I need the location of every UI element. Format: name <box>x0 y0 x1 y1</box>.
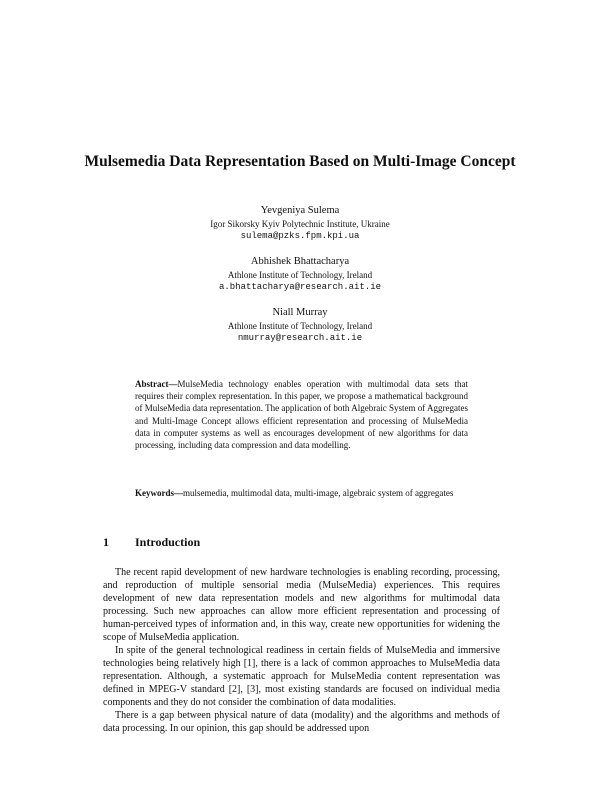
body-paragraph: In spite of the general technological readiness in certain fields of MulseMedia and immersive technologies being relatively high [1], there is a lack of common approaches to MulseMedia data representation. Although, a systematic approach for MulseMedia content representation was defined in MPEG-V standard [2], [3], most existing standards are focused on individual media components and they do not consider the combination of data modalities. <box>103 645 500 708</box>
author-name: Yevgeniya Sulema <box>260 205 340 216</box>
keywords <box>135 487 468 499</box>
body-paragraph: The recent rapid development of new hardware technologies is enabling recording, processing, and reproduction of multiple sensorial media (MulseMedia) experiences. This requires development of new data representation models and new algorithms for multimodal data processing. Such new approaches can allow more efficient representation and processing of human-perceived types of information and, in this way, create new opportunities for widening the scope of MulseMedia application. <box>103 567 500 643</box>
abstract-text: MulseMedia technology enables operation with multimodal data sets that requires their complex representation. In this paper, we propose a mathematical background of MulseMedia data representation. The application of both Algebraic System of Aggregates and Multi-Image Concept allows efficient representation and processing of MulseMedia data in computer systems as well as encourages development of new algorithms for data processing, including data compression and data modelling. <box>135 379 468 451</box>
abstract <box>135 378 468 451</box>
abstract-label: Abstract— <box>135 379 178 389</box>
author-affiliation: Igor Sikorsky Kyiv Polytechnic Institute, Ukraine <box>210 218 390 229</box>
author-block-1 <box>100 205 500 243</box>
section-title: Introduction <box>135 535 201 549</box>
author-block-2 <box>100 256 500 294</box>
author-affiliation: Athlone Institute of Technology, Ireland <box>227 320 373 331</box>
keywords-text: mulsemedia, multimodal data, multi-image, algebraic system of aggregates <box>183 488 454 498</box>
keywords-label: Keywords— <box>135 488 183 498</box>
author-email: a.bhattacharya@research.ait.ie <box>218 282 382 292</box>
body-paragraph: There is a gap between physical nature of data (modality) and the algorithms and methods of data processing. In our opinion, this gap should be addressed upon <box>103 710 500 734</box>
author-email: nmurray@research.ait.ie <box>237 333 363 343</box>
author-block-3 <box>100 307 500 345</box>
section-heading <box>103 535 200 550</box>
author-name: Abhishek Bhattacharya <box>250 256 350 267</box>
paper-title: Mulsemedia Data Representation Based on Multi-Image Concept <box>84 153 516 170</box>
author-email: sulema@pzks.fpm.kpi.ua <box>240 231 360 241</box>
author-name: Niall Murray <box>272 307 328 318</box>
author-affiliation: Athlone Institute of Technology, Ireland <box>227 269 373 280</box>
section-body <box>103 566 500 735</box>
section-number: 1 <box>103 535 109 549</box>
